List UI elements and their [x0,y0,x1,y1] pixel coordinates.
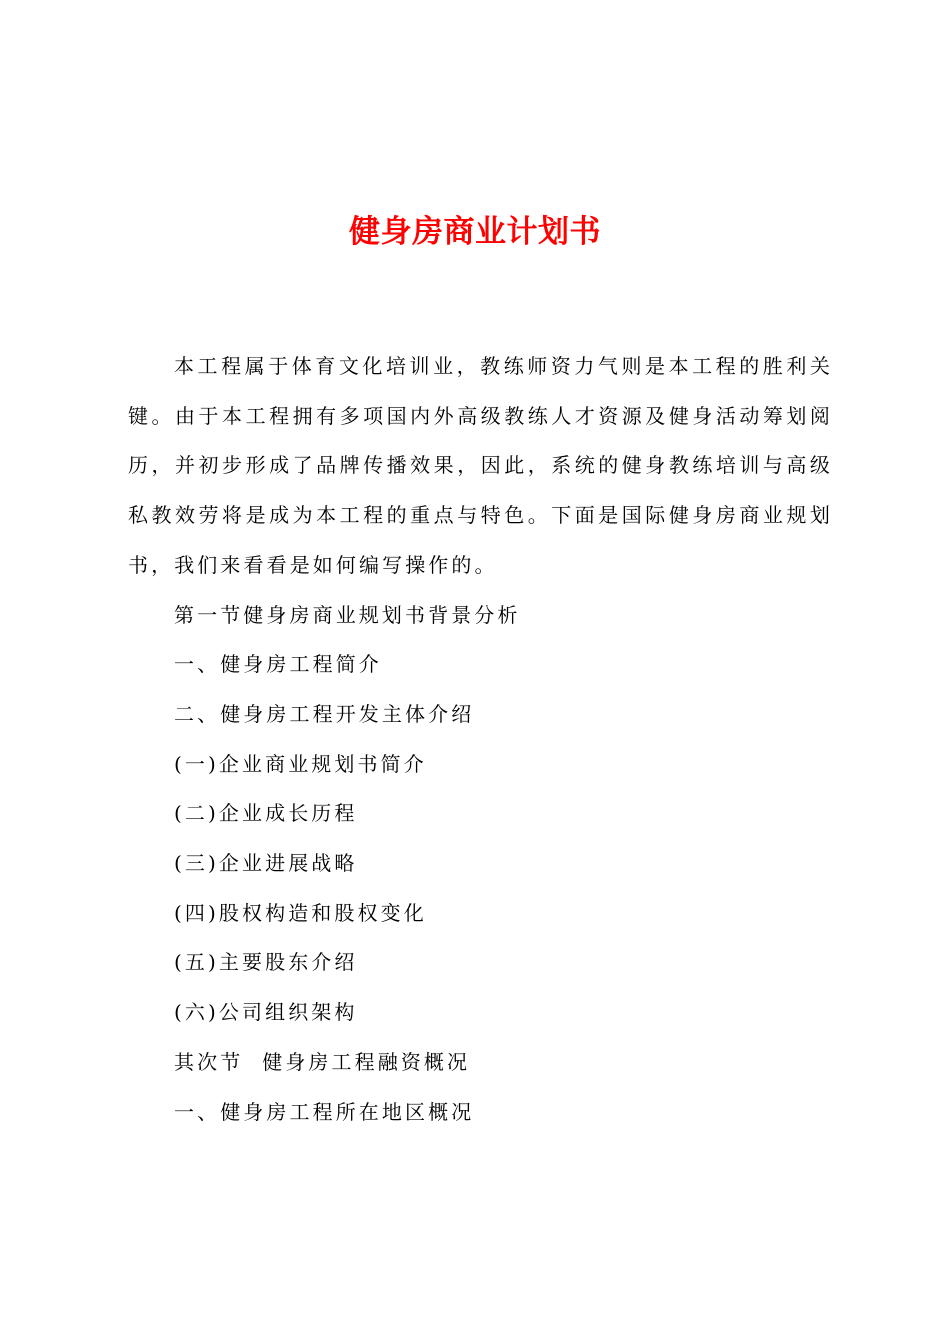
document-body [128,342,833,1137]
outline-item: (三)企业进展战略 [174,851,358,876]
outline-item: 一、健身房工程所在地区概况 [174,1099,475,1124]
outline-item: 二、健身房工程开发主体介绍 [174,701,475,726]
intro-paragraph: 本工程属于体育文化培训业，教练师资力气则是本工程的胜利关键。由于本工程拥有多项国内外高级教练人才资源及健身活动筹划阅历，并初步形成了品牌传播效果，因此，系统的健身教练培训与高级私教效劳将是成为本工程的重点与特色。下面是国际健身房商业规划书，我们来看看是如何编写操作的。 [128,354,833,577]
outline-item: (一)企业商业规划书简介 [174,751,427,776]
outline-item: 一、健身房工程简介 [174,652,382,677]
document-title: 健身房商业计划书 [349,214,601,250]
outline-item: (五)主要股东介绍 [174,950,358,975]
outline-item: 其次节 健身房工程融资概况 [174,1049,471,1074]
outline-item: (六)公司组织架构 [174,1000,358,1025]
outline-item: (四)股权构造和股权变化 [174,900,427,925]
outline-item: (二)企业成长历程 [174,801,358,826]
outline-item: 第一节健身房商业规划书背景分析 [174,602,521,627]
